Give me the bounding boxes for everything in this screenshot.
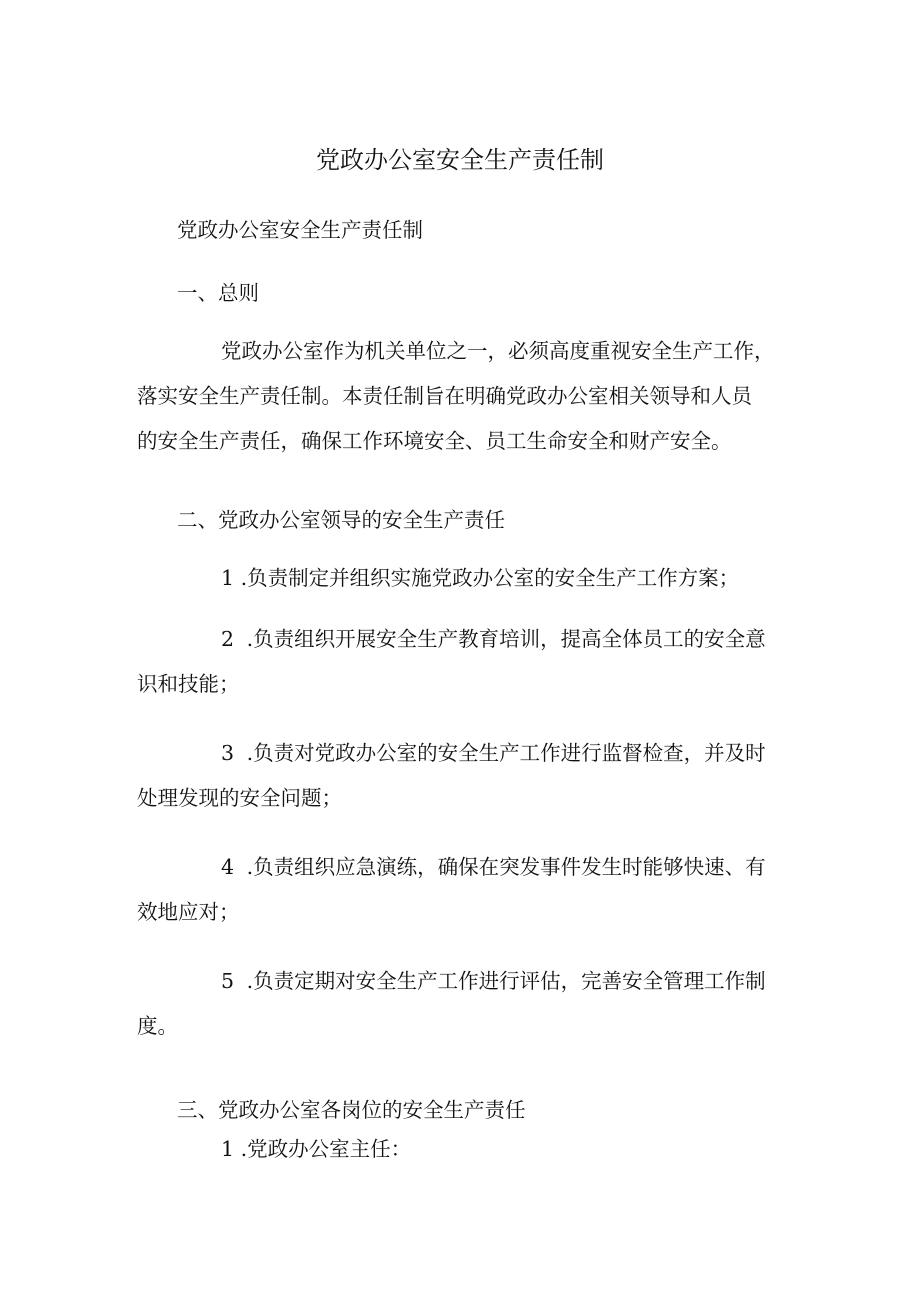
paragraph-line: 的安全生产责任，确保工作环境安全、员工生命安全和财产安全。 bbox=[137, 429, 732, 453]
list-item-text-continued: 度。 bbox=[137, 1014, 178, 1038]
list-item-number: 2 bbox=[221, 627, 235, 651]
list-item-text: .党政办公室主任： bbox=[240, 1137, 412, 1161]
list-item bbox=[137, 617, 797, 707]
list-item-number: 1 bbox=[221, 1137, 235, 1161]
section-heading-positions: 三、党政办公室各岗位的安全生产责任 bbox=[177, 1098, 526, 1122]
list-item-text: .负责制定并组织实施党政办公室的安全生产工作方案； bbox=[240, 566, 740, 590]
paragraph-line: 党政办公室作为机关单位之一，必须高度重视安全生产工作， bbox=[221, 339, 775, 363]
list-item bbox=[137, 731, 797, 821]
list-item-text-continued: 识和技能； bbox=[137, 672, 240, 696]
list-item-text-continued: 效地应对； bbox=[137, 900, 240, 924]
list-item-text: .负责定期对安全生产工作进行评估，完善安全管理工作制 bbox=[246, 969, 766, 993]
list-item bbox=[137, 1127, 797, 1172]
document-subtitle: 党政办公室安全生产责任制 bbox=[177, 218, 423, 242]
list-item bbox=[137, 845, 797, 935]
list-item bbox=[137, 556, 797, 601]
section-heading-leadership: 二、党政办公室领导的安全生产责任 bbox=[177, 508, 505, 532]
section-heading-general: 一、总则 bbox=[177, 281, 259, 305]
list-item-text-continued: 处理发现的安全问题； bbox=[137, 786, 342, 810]
document-title: 党政办公室安全生产责任制 bbox=[316, 146, 604, 174]
section-paragraph-general bbox=[137, 329, 797, 464]
list-item-number: 5 bbox=[221, 969, 235, 993]
list-item-text: .负责组织应急演练，确保在突发事件发生时能够快速、有 bbox=[246, 855, 766, 879]
list-item-text: .负责对党政办公室的安全生产工作进行监督检查，并及时 bbox=[246, 741, 766, 765]
list-item-text: .负责组织开展安全生产教育培训，提高全体员工的安全意 bbox=[246, 627, 766, 651]
list-item bbox=[137, 959, 797, 1049]
list-item-number: 1 bbox=[221, 566, 235, 590]
paragraph-line: 落实安全生产责任制。本责任制旨在明确党政办公室相关领导和人员 bbox=[137, 384, 752, 408]
list-item-number: 3 bbox=[221, 741, 235, 765]
list-item-number: 4 bbox=[221, 855, 235, 879]
